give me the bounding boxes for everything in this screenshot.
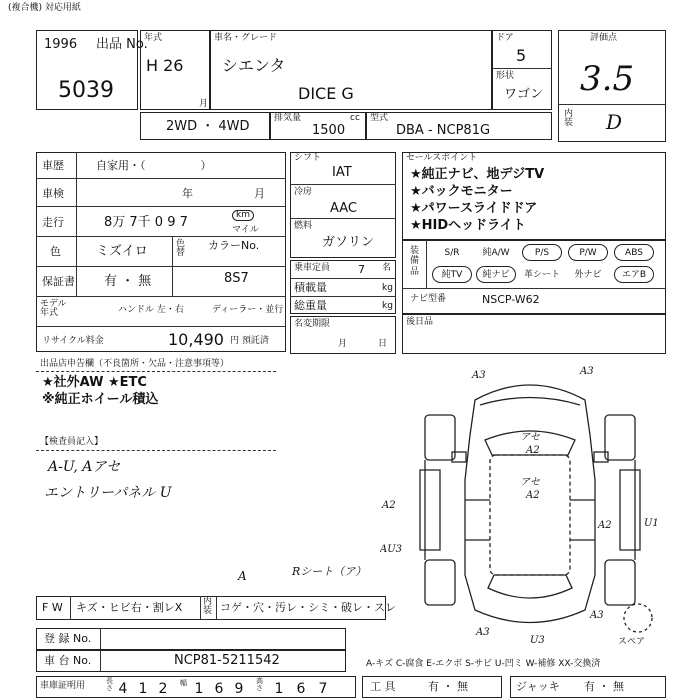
capacity-label: 乗車定員 [294, 263, 331, 273]
hole-box [402, 314, 666, 354]
recycle-value: 10,490 [168, 330, 224, 349]
spare-label: スペア [618, 637, 646, 647]
equip-pw: P/W [568, 244, 608, 261]
equip-airbag: エアB [614, 266, 654, 283]
mark-right-u1: U1 [644, 518, 659, 529]
equip-alloy: 純A/W [482, 248, 510, 258]
sales-label: セールスポイント [406, 153, 478, 163]
mark-left-au3: AU3 [380, 544, 403, 555]
equip-label: 装備品 [410, 246, 420, 277]
inspector-note-2: エントリーパネル U [44, 485, 172, 501]
handle: ハンドル 左・右 [118, 305, 184, 315]
model-label: 型式 [370, 113, 389, 123]
hole-label: 後日品 [406, 317, 434, 327]
nav-value: NSCP-W62 [482, 293, 540, 306]
notes-line1: ★社外AW ★ETC [42, 375, 147, 390]
shift-label: シフト [294, 153, 322, 163]
sales-point-4: ★HIDヘッドライト [410, 218, 526, 233]
shaken-label: 車検 [42, 187, 64, 200]
mileage-label: 走行 [42, 216, 64, 229]
weight-unit: kg [382, 301, 393, 311]
cert-digit-2: 1 [138, 681, 148, 697]
lot-number: 5039 [58, 78, 114, 103]
mile-unit: マイル [232, 225, 259, 235]
history-label: 車歴 [42, 159, 64, 172]
mark-hood-a2: A2 [526, 445, 540, 456]
form-note: (複合機) 対応用紙 [8, 3, 81, 13]
color-label: 色 [50, 245, 61, 258]
recycle-label: リサイクル料金 [42, 336, 104, 346]
month-label: 月 [199, 99, 209, 109]
color-no-label: カラーNo. [208, 239, 260, 252]
mileage-value: 8万 7千 0 9 7 [104, 215, 188, 230]
sales-point-1: ★純正ナビ、地デジTV [410, 167, 545, 182]
mark-left-side: A2 [382, 500, 396, 511]
cert-mark-height: 高さ [256, 677, 263, 692]
cert-digit-1: 4 [118, 681, 128, 697]
notes-line2: ※純正ホイール積込 [42, 392, 159, 407]
cert-digit-5: 6 [214, 681, 224, 697]
model-year-label: モデル年式 [40, 299, 67, 318]
color-value: ミズイロ [96, 244, 148, 259]
cert-digit-7: 1 [274, 681, 284, 697]
load-unit: kg [382, 283, 393, 293]
jack-label: ジャッキ [516, 680, 560, 693]
capacity-unit: 名 [382, 263, 392, 273]
rating-value: 3.5 [580, 59, 635, 99]
damage-legend: A-キズ C-腐食 E-エクボ S-サビ U-凹ミ W-補修 XX-交換済 [366, 659, 601, 669]
shaken-year: 年 [182, 187, 193, 200]
nav-label: ナビ型番 [410, 294, 447, 304]
cert-digit-3: 2 [158, 681, 168, 697]
color-no-value: 8S7 [224, 271, 249, 286]
fuel-label: 燃料 [294, 221, 313, 231]
cc-unit: cc [350, 113, 360, 123]
cert-label: 車庫証明用 [40, 681, 86, 691]
cert-mark-width: 幅 [180, 679, 187, 687]
mark-roof: アセ [520, 477, 540, 488]
shape-value: ワゴン [504, 87, 544, 102]
cert-digit-8: 6 [296, 681, 306, 697]
cert-mark-length: 長さ [106, 677, 113, 692]
warranty-label: 保証書 [42, 275, 75, 288]
fw-items: キズ・ヒビ右・割レX [76, 601, 183, 614]
rename-label: 名変期限 [294, 319, 331, 329]
year-value: H 26 [146, 56, 184, 75]
tools-value: 有 ・ 無 [428, 680, 468, 693]
displacement-label: 排気量 [274, 113, 302, 123]
sales-point-2: ★バックモニター [410, 184, 513, 199]
lot-prefix: 出品 No. [96, 37, 148, 52]
weight-label: 総重量 [294, 299, 327, 312]
rename-day: 日 [378, 339, 388, 349]
dealer: ディーラー・並行 [212, 305, 284, 315]
inspector-note-1: A-U, Aアセ [48, 459, 121, 475]
fw-label: F W [42, 601, 63, 614]
jack-value: 有 ・ 無 [584, 680, 624, 693]
equip-tv: 純TV [432, 266, 472, 283]
equip-sr: S/R [444, 248, 460, 258]
inspector-label: 【検査員記入】 [40, 437, 104, 447]
reg-label: 登 録 No. [44, 632, 92, 645]
drive: 2WD ・ 4WD [166, 119, 250, 134]
mark-right-side: A2 [598, 520, 612, 531]
equip-navi: 純ナビ [476, 266, 516, 283]
capacity-value: 7 [358, 263, 365, 276]
tools-label: 工 具 [370, 680, 396, 693]
rename-month: 月 [338, 339, 348, 349]
notes-header: 出品店申告欄（不良箇所・欠品・注意事項等） [40, 359, 230, 369]
mark-front-left: A3 [472, 370, 486, 381]
rating-label: 評価点 [590, 33, 618, 43]
displacement-value: 1500 [312, 123, 346, 138]
mark-hood: アセ [520, 432, 540, 443]
interior-items-label: 内装 [203, 597, 213, 616]
load-label: 積載量 [294, 281, 327, 294]
sales-point-3: ★パワースライドドア [410, 201, 538, 216]
mark-rear-left: A3 [476, 627, 490, 638]
warranty-value: 有 ・ 無 [104, 274, 152, 289]
chassis-label: 車 台 No. [44, 654, 92, 667]
color-change: 色替 [176, 239, 186, 258]
shape-label: 形状 [496, 71, 515, 81]
mark-rear-right: A3 [590, 610, 604, 621]
mark-rear-center: U3 [530, 635, 545, 646]
equip-ps: P/S [522, 244, 562, 261]
mark-front-right: A3 [580, 366, 594, 377]
model-value: DBA - NCP81G [396, 123, 491, 138]
interior-rating-label: 内装 [564, 109, 574, 128]
recycle-unit: 円 預託済 [230, 336, 269, 346]
fuel-value: ガソリン [322, 235, 375, 250]
aircon-value: AAC [330, 201, 357, 216]
annot-sheet: Rシート（ア） [292, 565, 367, 578]
grade: DICE G [298, 84, 354, 103]
car-name: シエンタ [222, 56, 286, 75]
cert-digit-9: 7 [318, 681, 328, 697]
car-diagram [380, 360, 680, 650]
lot-code: 1996 [44, 37, 78, 52]
interior-rating-value: D [606, 110, 623, 134]
equip-abs: ABS [614, 244, 654, 261]
door-label: ドア [496, 33, 514, 43]
mark-roof-a2: A2 [526, 490, 540, 501]
aircon-label: 冷房 [294, 187, 313, 197]
annot-a: A [238, 569, 247, 583]
shift-value: IAT [332, 165, 352, 180]
door-value: 5 [516, 46, 527, 65]
year-label: 年式 [144, 33, 163, 43]
equip-ext-navi: 外ナビ [574, 270, 602, 280]
cert-digit-4: 1 [194, 681, 204, 697]
equip-leather: 革シート [523, 270, 560, 280]
interior-items: コゲ・穴・汚レ・シミ・破レ・スレ [220, 601, 396, 614]
info-table [36, 152, 286, 352]
history-value: 自家用・（ ） [96, 159, 212, 172]
shaken-month: 月 [254, 187, 265, 200]
cert-digit-6: 9 [234, 681, 244, 697]
chassis-value: NCP81-5211542 [174, 653, 280, 668]
mileage-unit: km [232, 210, 254, 221]
name-label: 車名・グレード [214, 33, 278, 43]
